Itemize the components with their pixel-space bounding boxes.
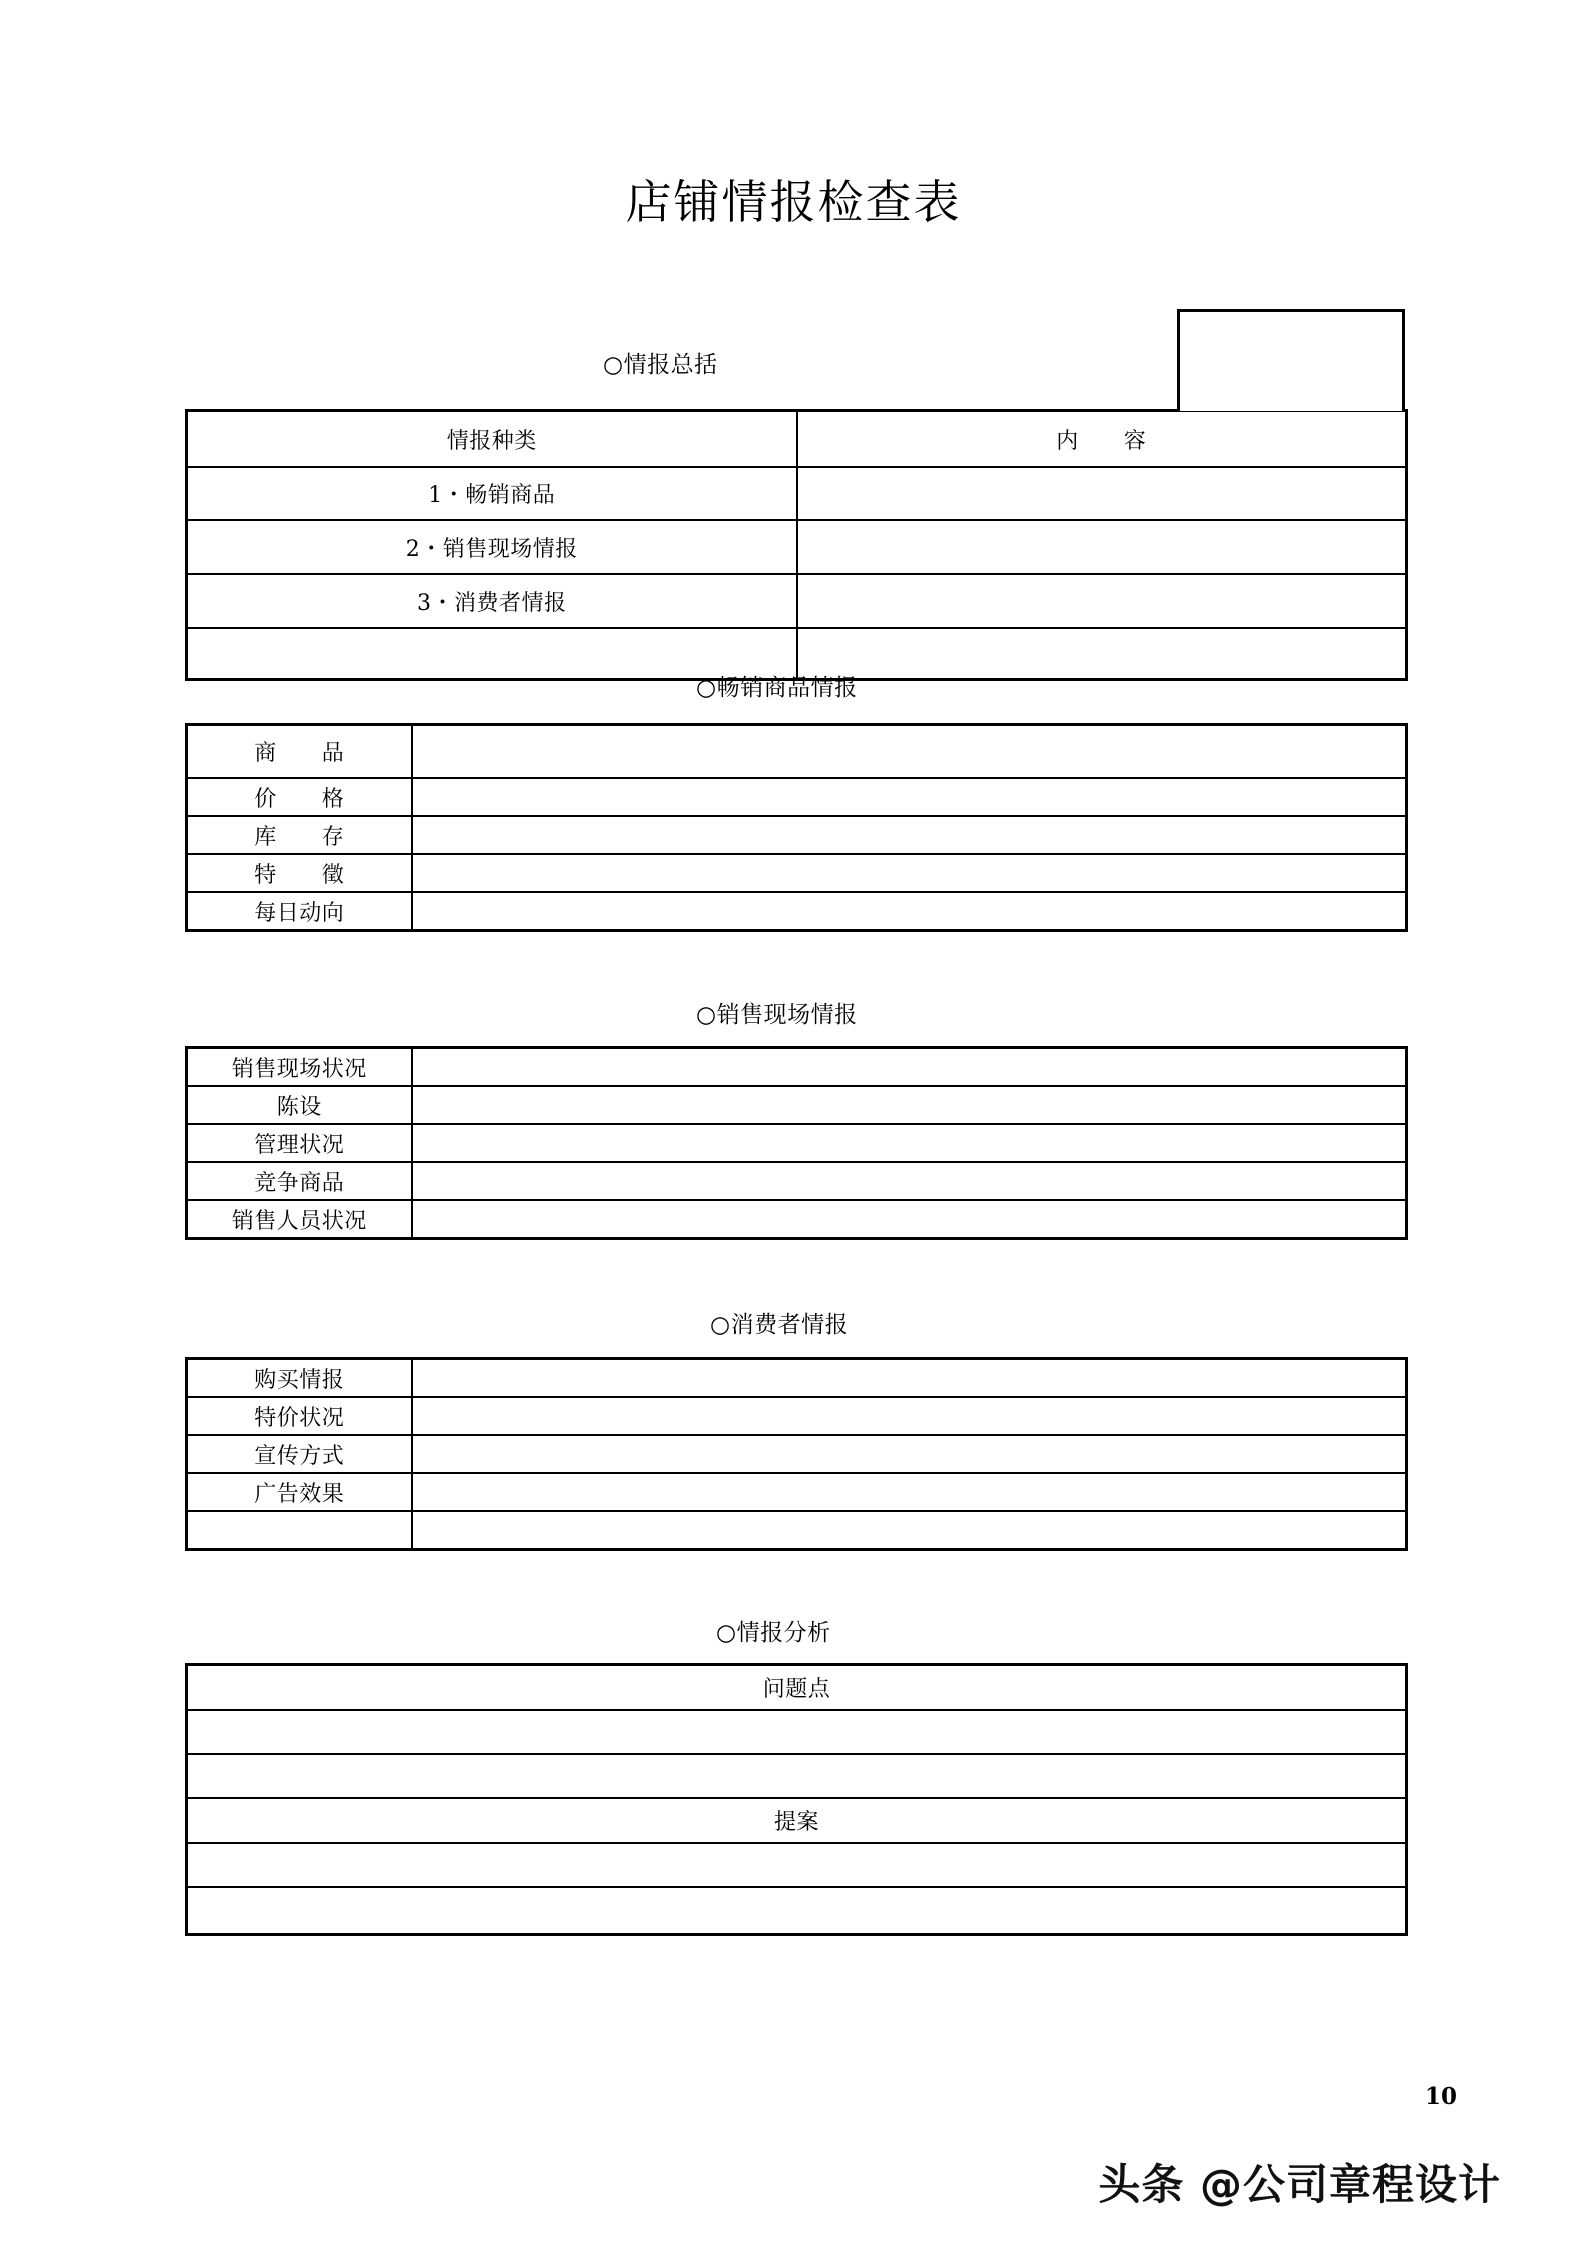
table-row [187, 1048, 1407, 1087]
row-label: 特价状况 [187, 1397, 412, 1435]
table-row [187, 1473, 1407, 1511]
row-value-field[interactable] [412, 1086, 1407, 1124]
row-label: 库 存 [187, 816, 412, 854]
page-title: 店铺情报检查表 [625, 175, 962, 229]
table-row [187, 778, 1407, 816]
table-row [187, 574, 1407, 628]
table-sales-site-info [185, 1046, 1408, 1240]
row-value-field[interactable] [412, 725, 1407, 779]
table-row [187, 1086, 1407, 1124]
table-row [187, 1798, 1407, 1843]
header-stamp-box [1177, 309, 1405, 411]
table-row [187, 892, 1407, 931]
row-value-field[interactable] [797, 574, 1407, 628]
analysis-proposal-line[interactable] [187, 1843, 1407, 1887]
table-row [187, 1397, 1407, 1435]
row-value-field[interactable] [412, 1359, 1407, 1398]
row-label: 广告效果 [187, 1473, 412, 1511]
table-row [187, 854, 1407, 892]
row-value-field[interactable] [412, 778, 1407, 816]
table-row [187, 1843, 1407, 1887]
row-label[interactable] [187, 1511, 412, 1550]
row-label: 销售现场状况 [187, 1048, 412, 1087]
table-row [187, 520, 1407, 574]
table-row [187, 1665, 1407, 1711]
table-row [187, 467, 1407, 520]
table-row [187, 1162, 1407, 1200]
row-label[interactable] [187, 628, 797, 680]
section-caption-salesfloor: ○销售现场情报 [696, 1002, 858, 1028]
row-value-field[interactable] [412, 1048, 1407, 1087]
row-label: 管理状况 [187, 1124, 412, 1162]
row-label: 3・消费者情报 [187, 574, 797, 628]
watermark-text: 头条 @公司章程设计 [1098, 2160, 1501, 2209]
analysis-heading-problems: 问题点 [187, 1665, 1407, 1711]
table-row [187, 1710, 1407, 1754]
row-value-field[interactable] [797, 467, 1407, 520]
row-label: 价 格 [187, 778, 412, 816]
table-row [187, 725, 1407, 779]
row-value-field[interactable] [412, 1162, 1407, 1200]
row-value-field[interactable] [412, 1473, 1407, 1511]
section-caption-bestseller: ○畅销商品情报 [696, 675, 858, 701]
table-header-row [187, 411, 1407, 468]
table-row [187, 816, 1407, 854]
row-label: 每日动向 [187, 892, 412, 931]
row-label: 2・销售现场情报 [187, 520, 797, 574]
row-label: 竞争商品 [187, 1162, 412, 1200]
column-header-content: 内 容 [797, 411, 1407, 468]
row-value-field[interactable] [412, 1397, 1407, 1435]
table-consumer-info [185, 1357, 1408, 1551]
row-value-field[interactable] [412, 1200, 1407, 1239]
table-row [187, 1511, 1407, 1550]
row-value-field[interactable] [412, 1124, 1407, 1162]
row-label: 宣传方式 [187, 1435, 412, 1473]
table-row [187, 1124, 1407, 1162]
section-caption-consumer: ○消费者情报 [710, 1312, 849, 1338]
section-caption-summary: ○情报总括 [603, 352, 718, 378]
section-caption-analysis: ○情报分析 [716, 1620, 831, 1646]
row-value-field[interactable] [412, 1435, 1407, 1473]
row-value-field[interactable] [412, 892, 1407, 931]
row-label: 1・畅销商品 [187, 467, 797, 520]
table-row [187, 1435, 1407, 1473]
analysis-proposal-line[interactable] [187, 1887, 1407, 1935]
table-row [187, 1887, 1407, 1935]
analysis-heading-proposal: 提案 [187, 1798, 1407, 1843]
column-header-kind: 情报种类 [187, 411, 797, 468]
row-label: 特 徵 [187, 854, 412, 892]
row-label: 商 品 [187, 725, 412, 779]
table-bestselling-product-info [185, 723, 1408, 932]
page-number: 10 [1424, 2083, 1457, 2110]
row-label: 销售人员状况 [187, 1200, 412, 1239]
table-information-summary [185, 409, 1408, 681]
table-row [187, 1359, 1407, 1398]
table-row [187, 1200, 1407, 1239]
table-row [187, 628, 1407, 680]
row-label: 购买情报 [187, 1359, 412, 1398]
row-value-field[interactable] [412, 1511, 1407, 1550]
row-value-field[interactable] [412, 854, 1407, 892]
row-value-field[interactable] [797, 628, 1407, 680]
row-value-field[interactable] [412, 816, 1407, 854]
row-label: 陈设 [187, 1086, 412, 1124]
analysis-problem-line[interactable] [187, 1710, 1407, 1754]
table-row [187, 1754, 1407, 1798]
analysis-problem-line[interactable] [187, 1754, 1407, 1798]
row-value-field[interactable] [797, 520, 1407, 574]
table-information-analysis [185, 1663, 1408, 1936]
